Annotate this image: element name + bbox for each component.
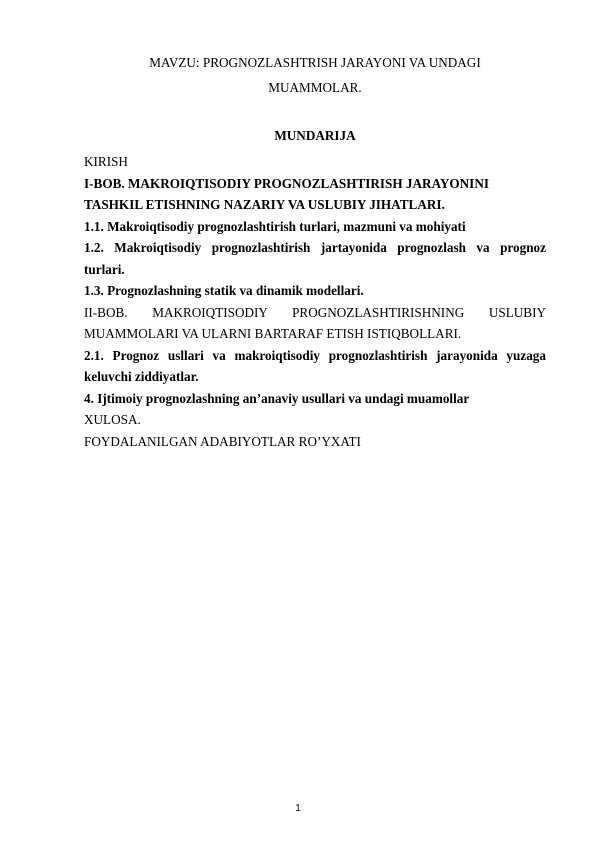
toc-line: II-BOB. MAKROIQTISODIY PROGNOZLASHTIRISHNING USLUBIY: [84, 304, 546, 320]
toc-line: XULOSA.: [84, 412, 141, 427]
toc-line: 1.1. Makroiqtisodiy prognozlashtirish turlari, mazmuni va mohiyati: [84, 218, 466, 234]
toc-line: TASHKIL ETISHNING NAZARIY VA USLUBIY JIHATLARI.: [84, 197, 445, 212]
toc-line: turlari.: [84, 261, 125, 277]
document-title-line-1: MAVZU: PROGNOZLASHTRISH JARAYONI VA UNDAGI: [149, 55, 481, 70]
toc-line: 2.1. Prognoz usllari va makroiqtisodiy prognozlashtirish jarayonida yuzaga: [84, 347, 546, 363]
toc-line: 1.3. Prognozlashning statik va dinamik modellari.: [84, 283, 364, 298]
toc-line: 1.2. Makroiqtisodiy prognozlashtirish jartayonida prognozlash va prognoz: [84, 240, 546, 255]
table-of-contents: [84, 151, 546, 452]
toc-line: 4. Ijtimoiy prognozlashning an’anaviy usullari va undagi muamollar: [84, 390, 470, 406]
toc-line: keluvchi ziddiyatlar.: [84, 369, 199, 384]
toc-heading: MUNDARIJA: [274, 128, 356, 143]
toc-line: MUAMMOLARI VA ULARNI BARTARAF ETISH ISTIQBOLLARI.: [84, 326, 462, 341]
toc-line: KIRISH: [84, 154, 128, 169]
document-title-line-2: MUAMMOLAR.: [268, 80, 362, 95]
page-number: 1: [295, 803, 301, 814]
toc-line: I-BOB. MAKROIQTISODIY PROGNOZLASHTIRISH JARAYONINI: [84, 175, 489, 191]
toc-line: FOYDALANILGAN ADABIYOTLAR RO’YXATI: [84, 433, 361, 449]
